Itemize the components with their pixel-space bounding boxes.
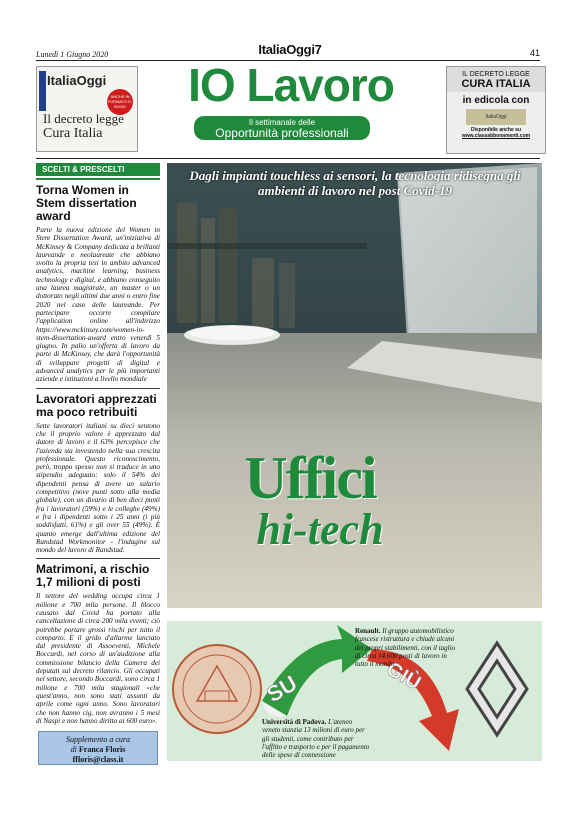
subtitle-large: Opportunità professionali <box>215 126 349 140</box>
renault-text: Il gruppo automobilistico francese ristruttura e chiude alcuni dei propri stabilimenti, con il taglio di circa 14.600 posti di lavoro in tutto il mondo <box>355 627 456 669</box>
subtitle-small: Il settimanale delle <box>248 118 316 127</box>
promo-right-line2: CURA ITALIA <box>447 78 545 92</box>
padova-paragraph <box>262 718 372 759</box>
padova-name: Università di Padova. <box>262 718 327 726</box>
promo-right-line4: Disponibile anche su <box>470 127 521 133</box>
subscription-link[interactable]: www.classabbonamenti.com <box>461 133 531 139</box>
padova-seal-icon <box>173 645 261 733</box>
article-title: Lavoratori apprezzati ma poco retribuiti <box>36 391 157 419</box>
hero-caption: Dagli impianti touchless ai sensori, la tecnologia ridisegna gli ambienti di lavoro nel post Covid-19 <box>189 168 521 198</box>
down-label: GIÙ <box>382 657 425 695</box>
promo-title <box>43 111 124 141</box>
article-separator <box>36 388 160 389</box>
promo-right-line3: in edicola con <box>462 95 530 106</box>
credit-email[interactable]: ffloris@class.it <box>72 755 124 764</box>
credit-line1: Supplemento a cura <box>66 735 130 744</box>
article-body: Parte la nuova edizione del Women in Stem Dissertation Award, un'iniziativa di McKinsey & Company dedicata a brillanti laureande e neolaureate che abbiano svolto la propria tesi in ambito advanced analytics, machine learning, business technology e digital, e abbiano conseguito una laurea magistrale, un master o un dottorato negli ultimi due anni o entro fine 2020 nel caso delle laureande. Per partecipare occorre compilare l'application online all'indirizzo https://www.mckinsey.com/women-in-stem-dissertation-award entro venerdì 5 giugno. In palio un'offerta di lavoro da parte di McKinsey, che darà l'opportunità di sviluppare progetti di digital e advanced analytics per le più importanti aziende e istituzioni a livello mondiale <box>36 226 160 384</box>
promo-decree-ad[interactable] <box>446 66 546 154</box>
newspaper-brand: ItaliaOggi7 <box>258 42 322 57</box>
article-body: Il settore del wedding occupa circa 1 milione e 700 mila persone. Il blocco causato dal Covid ha portato alla cancellazione di circa 200 mila eventi; ciò potrebbe portare grossi rischi per tutto il comparto. È il grido d'allarme lanciato dal presidente di Assoeventi, Michele Boccardi, nel corso di un'audizione alla commissione bilancio della Camera dei deputati sul decreto rilancio. Gli occupati nel settore, secondo Boccardi, sono circa 1 milione e 700 mila stagionali «che quest'anno, non sono stati assunti da aprile come ogni anno. Sono lavoratori che non hanno cig, non avranno i 5 mesi di Naspi e non hanno diritto ai 600 euro». <box>36 592 160 725</box>
promo-title-line1: Il decreto legge <box>43 111 124 126</box>
promo-title-line2: Cura Italia <box>43 126 103 141</box>
issue-date: Lunedì 1 Giugno 2020 <box>36 50 109 59</box>
cover-stripe <box>39 71 46 111</box>
article-title: Torna Women in Stem dissertation award <box>36 183 137 223</box>
renault-logo-icon <box>467 643 527 735</box>
credit-line2 <box>39 745 157 755</box>
sidebar-tag: SCELTI & PRESCELTI <box>36 163 160 176</box>
renault-name: Renault. <box>355 627 381 635</box>
promo-right-line1: IL DECRETO LEGGE <box>447 67 545 78</box>
sidebar-rule <box>36 178 160 180</box>
page-number: 41 <box>529 48 540 58</box>
hero-headline-line1: Uffici <box>244 445 376 511</box>
credit-prefix: di <box>70 745 77 754</box>
padova-text: L'ateneo veneto stanzia 13 milioni di euro per gli studenti, come contributo per l'affitto e trasporto e per il pagamento delle spese di connessione <box>262 718 370 760</box>
header-bottom-rule <box>36 158 540 159</box>
ebook-badge: ANCHE IN FORMATO E-BOOK <box>107 89 133 115</box>
credit-name: Franca Floris <box>78 745 126 754</box>
hero-headline-line2: hi-tech <box>256 505 384 554</box>
section-title: IO Lavoro <box>188 59 394 111</box>
renault-paragraph <box>355 627 457 668</box>
newspaper-cover-thumbnail: ItaliaOggi <box>466 109 526 125</box>
supplement-credit <box>38 731 158 765</box>
up-label: SU <box>262 670 302 708</box>
article-title: Matrimoni, a rischio 1,7 milioni di posti <box>36 562 150 590</box>
sidebar-column <box>36 163 160 725</box>
article-separator <box>36 558 160 559</box>
article-body: Sette lavoratori italiani su dieci sentono che il proprio valore è apprezzato dal datore di lavoro e il 63% percepisce che l'azienda sta investendo nella sua crescita professionale. Questo riconoscimento, però, troppo spesso non si traduce in uno stipendio adeguato: solo il 54% dei dipendenti pensa di avere un salario competitivo (nove punti sotto alla media globale), con un divario di ben dieci punti fra i lavoratori (59%) e le colleghe (49%) e fra i dipendenti sotto i 25 anni (i più soddisfatti, 61%) e gli over 55 (49%). È quanto emerge dall'ultima edizione del Randstad Workmonitor - l'indagine sul mondo del lavoro di Randstad. <box>36 421 160 555</box>
promo-ebook-ad[interactable] <box>36 66 138 152</box>
promo-logo: ItaliaOggi <box>47 73 107 88</box>
section-subtitle <box>194 116 370 140</box>
